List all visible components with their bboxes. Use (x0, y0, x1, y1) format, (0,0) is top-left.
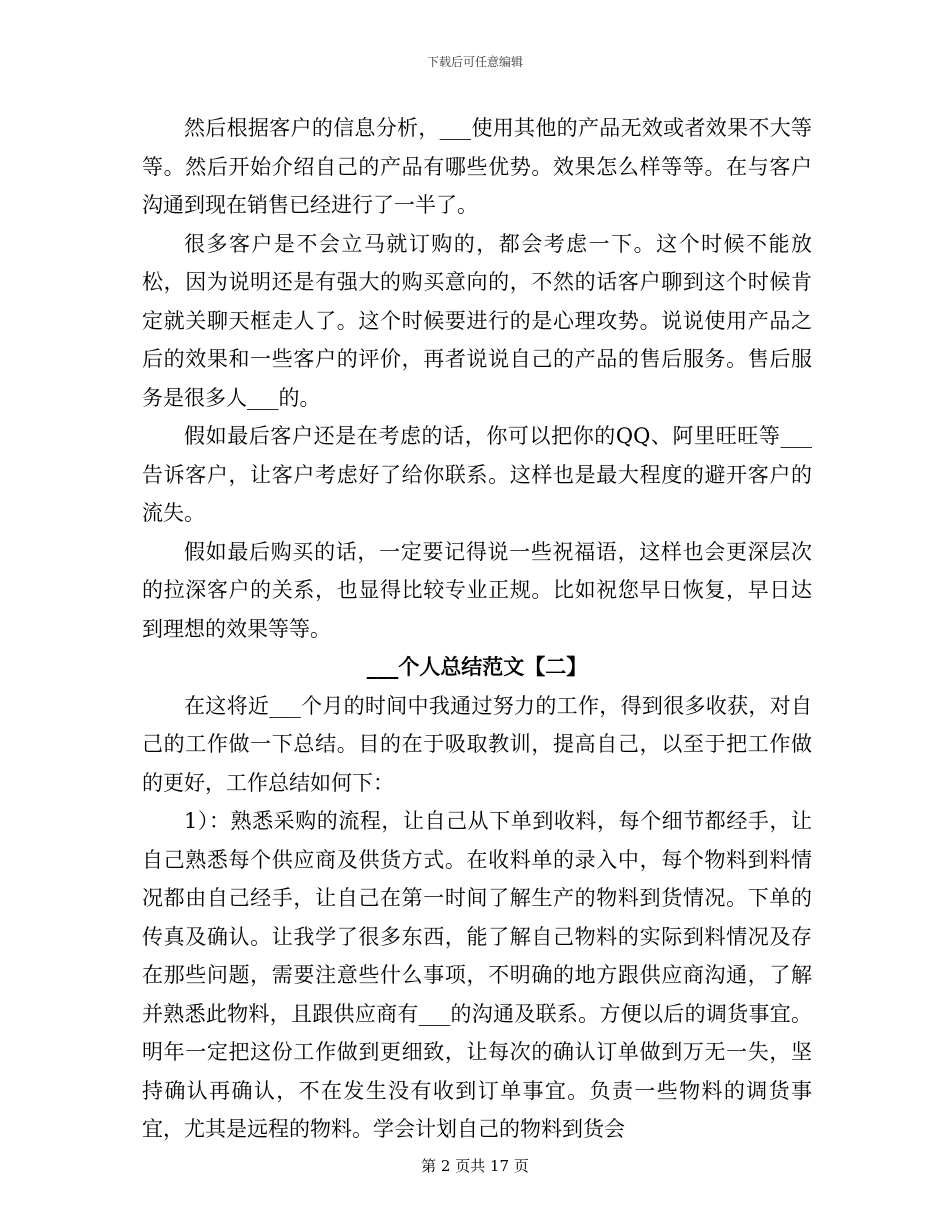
page-header: 下载后可任意编辑 (426, 55, 523, 69)
section-heading: ___个人总结范文【二】 (366, 654, 588, 679)
document-body (142, 109, 812, 1149)
paragraph-4: 假如最后购买的话，一定要记得说一些祝福语，这样也会更深层次的拉深客户的关系，也显得比较专业正规。比如祝您早日恢复，早日达到理想的效果等等。 (142, 539, 812, 641)
paragraph-1: 然后根据客户的信息分析，___使用其他的产品无效或者效果不大等等。然后开始介绍自己的产品有哪些优势。效果怎么样等等。在与客户沟通到现在销售已经进行了一半了。 (142, 116, 812, 217)
paragraph-5: 在这将近___个月的时间中我通过努力的工作，得到很多收获，对自己的工作做一下总结。目的在于吸取教训，提高自己，以至于把工作做的更好，工作总结如何下： (142, 693, 812, 795)
paragraph-2: 很多客户是不会立马就订购的，都会考虑一下。这个时候不能放松，因为说明还是有强大的购买意向的，不然的话客户聊到这个时候肯定就关聊天框走人了。这个时候要进行的是心理攻势。说说使用产品之后的效果和一些客户的评价，再者说说自己的产品的售后服务。售后服务是很多人___的。 (142, 231, 812, 410)
page-footer: 第 2 页共 17 页 (421, 1157, 529, 1175)
paragraph-6: 1）：熟悉采购的流程，让自己从下单到收料，每个细节都经手，让自己熟悉每个供应商及供货方式。在收料单的录入中，每个物料到料情况都由自己经手，让自己在第一时间了解生产的物料到货情况。下单的传真及确认。让我学了很多东西，能了解自己物料的实际到料情况及存在那些问题，需要注意些什么事项，不明确的地方跟供应商沟通，了解并熟悉此物料，且跟供应商有___的沟通及联系。方便以后的调货事宜。明年一定把这份工作做到更细致，让每次的确认订单做到万无一失，坚持确认再确认，不在发生没有收到订单事宜。负责一些物料的调货事宜，尤其是远程的物料。学会计划自己的物料到货会 (142, 809, 812, 1141)
paragraph-3: 假如最后客户还是在考虑的话，你可以把你的QQ、阿里旺旺等___告诉客户，让客户考虑好了给你联系。这样也是最大程度的避开客户的流失。 (142, 424, 812, 525)
